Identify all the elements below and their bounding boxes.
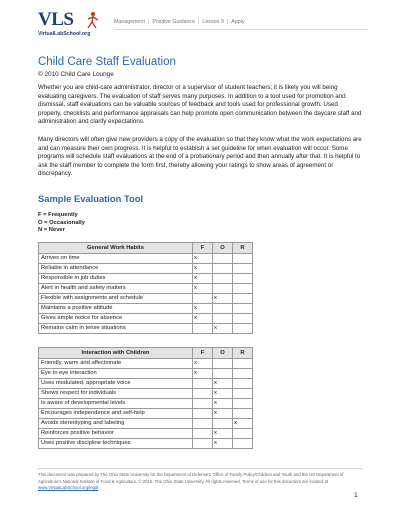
rating-o-cell[interactable]: x (213, 389, 233, 399)
rating-r-cell[interactable] (233, 324, 253, 334)
table-row (39, 274, 253, 284)
column-header: O (213, 243, 233, 254)
legend-item: N = Never (38, 227, 65, 234)
table-row (39, 284, 253, 294)
criterion-cell: Gives ample notice for absence (39, 314, 193, 324)
legal-link[interactable]: www.VirtualLabSchool.org/legal (38, 485, 99, 490)
table-row (39, 439, 253, 449)
rating-f-cell[interactable] (193, 429, 213, 439)
rating-f-cell[interactable]: x (193, 359, 213, 369)
interaction-table (38, 347, 253, 449)
rating-r-cell[interactable]: x (233, 419, 253, 429)
table-row (39, 399, 253, 409)
rating-r-cell[interactable] (233, 359, 253, 369)
table-row (39, 294, 253, 304)
criterion-cell: Responsible in job duties (39, 274, 193, 284)
footer-note (38, 472, 362, 492)
breadcrumb-separator: | (198, 19, 200, 25)
criterion-cell: Remains calm in tense situations (39, 324, 193, 334)
rating-f-cell[interactable] (193, 409, 213, 419)
table-row (39, 409, 253, 419)
rating-r-cell[interactable] (233, 409, 253, 419)
column-header: O (213, 348, 233, 359)
table-row (39, 389, 253, 399)
criterion-cell: Uses modulated, appropriate voice (39, 379, 193, 389)
rating-r-cell[interactable] (233, 294, 253, 304)
table-row (39, 324, 253, 334)
breadcrumb-separator: | (147, 19, 150, 25)
criterion-cell: Encourages independence and self-help (39, 409, 193, 419)
rating-r-cell[interactable] (233, 254, 253, 264)
rating-f-cell[interactable] (193, 324, 213, 334)
logo-figure-icon (82, 11, 100, 29)
rating-f-cell[interactable]: x (193, 304, 213, 314)
rating-f-cell[interactable] (193, 389, 213, 399)
rating-f-cell[interactable] (193, 419, 213, 429)
table-row (39, 359, 253, 369)
rating-f-cell[interactable] (193, 294, 213, 304)
logo-subtext: VirtualLabSchool.org (38, 31, 91, 37)
page-header (38, 10, 368, 40)
criterion-cell: Is aware of developmental levels (39, 399, 193, 409)
rating-f-cell[interactable] (193, 439, 213, 449)
logo-text: VLS (38, 9, 74, 30)
rating-o-cell[interactable]: x (213, 294, 233, 304)
rating-r-cell[interactable] (233, 274, 253, 284)
criterion-cell: Flexible with assignments and schedule (39, 294, 193, 304)
rating-f-cell[interactable]: x (193, 314, 213, 324)
rating-o-cell[interactable]: x (213, 439, 233, 449)
header-divider (114, 29, 368, 30)
rating-r-cell[interactable] (233, 369, 253, 379)
copyright-line: © 2010 Child Care Lounge (38, 71, 114, 78)
criterion-cell: Arrives on time (39, 254, 193, 264)
rating-f-cell[interactable]: x (193, 274, 213, 284)
rating-o-cell[interactable] (213, 254, 233, 264)
criterion-cell: Reinforces positive behavior (39, 429, 193, 439)
rating-r-cell[interactable] (233, 304, 253, 314)
rating-o-cell[interactable]: x (213, 379, 233, 389)
rating-o-cell[interactable] (213, 369, 233, 379)
column-header: F (193, 243, 213, 254)
table-row (39, 429, 253, 439)
rating-o-cell[interactable] (213, 314, 233, 324)
rating-r-cell[interactable] (233, 429, 253, 439)
rating-o-cell[interactable] (213, 284, 233, 294)
column-header: R (233, 243, 253, 254)
rating-o-cell[interactable] (213, 264, 233, 274)
rating-r-cell[interactable] (233, 379, 253, 389)
vls-logo (38, 10, 106, 40)
column-header: General Work Habits (39, 243, 193, 254)
table-row (39, 304, 253, 314)
rating-o-cell[interactable]: x (213, 409, 233, 419)
criterion-cell: Shows respect for individuals (39, 389, 193, 399)
criterion-cell: Reliable in attendance (39, 264, 193, 274)
breadcrumb-item[interactable]: Apply (231, 19, 245, 25)
rating-f-cell[interactable]: x (193, 254, 213, 264)
rating-r-cell[interactable] (233, 389, 253, 399)
rating-f-cell[interactable] (193, 399, 213, 409)
work-habits-table (38, 242, 253, 334)
table-header-row (39, 348, 253, 359)
legend-item: F = Frequently (38, 212, 78, 218)
breadcrumb-item[interactable]: Lesson 9 (202, 19, 224, 25)
rating-f-cell[interactable]: x (193, 284, 213, 294)
rating-r-cell[interactable] (233, 399, 253, 409)
rating-o-cell[interactable]: x (213, 399, 233, 409)
rating-o-cell[interactable] (213, 274, 233, 284)
column-header: R (233, 348, 253, 359)
table-row (39, 254, 253, 264)
legend-item: O = Occasionally (38, 219, 85, 226)
breadcrumb (114, 18, 245, 26)
breadcrumb-separator: | (226, 19, 229, 25)
table-header-row (39, 243, 253, 254)
table-row (39, 369, 253, 379)
rating-f-cell[interactable]: x (193, 264, 213, 274)
criterion-cell: Maintains a positive attitude (39, 304, 193, 314)
table-row (39, 264, 253, 274)
footer-divider (38, 468, 362, 469)
table-row (39, 419, 253, 429)
rating-r-cell[interactable] (233, 314, 253, 324)
rating-o-cell[interactable]: x (213, 429, 233, 439)
section-title: Sample Evaluation Tool (38, 193, 144, 204)
criterion-cell: Avoids stereotyping and labeling (39, 419, 193, 429)
breadcrumb-item[interactable]: Management (114, 19, 145, 25)
rating-o-cell[interactable] (213, 304, 233, 314)
rating-f-cell[interactable] (193, 379, 213, 389)
rating-o-cell[interactable] (213, 419, 233, 429)
criterion-cell: Eye to eye interaction (39, 369, 193, 379)
rating-r-cell[interactable] (233, 264, 253, 274)
rating-f-cell[interactable]: x (193, 369, 213, 379)
column-header: Interaction with Children (39, 348, 193, 359)
rating-r-cell[interactable] (233, 284, 253, 294)
intro-paragraph: Whether you are child-care administrator, director or a supervisor of student teachers; it is likely you will being evaluating caregivers. The evaluation of staff serves many purposes. In addition to a tool used for promotion and dismissal, staff evaluations can be valuable sources of feedback and tools used for professional growth. Used properly, checklists and performance appraisals can help promote open communication between the daycare staff and administration and clarify expectations. (38, 84, 362, 126)
criterion-cell: Uses positive discipline techniques (39, 439, 193, 449)
rating-legend (38, 212, 85, 235)
criterion-cell: Alert in health and safety matters (39, 284, 193, 294)
criterion-cell: Friendly, warm and affectionate (39, 359, 193, 369)
page-title: Child Care Staff Evaluation (38, 56, 176, 68)
column-header: F (193, 348, 213, 359)
table-row (39, 314, 253, 324)
rating-r-cell[interactable] (233, 439, 253, 449)
table-row (39, 379, 253, 389)
footer-text: This document was prepared by The Ohio State University for the Department of Defense's Office of Family Policy/Children and Youth and the US Department of Agriculture's National Institute of Food & Agriculture. © 2016. The Ohio State University. All rights reserved. Terms of use for this document are located at (38, 472, 344, 484)
guidance-paragraph: Many directors will often give new providers a copy of the evaluation so that they know what the work expectations are and can measure their own progress. It is helpful to establish a set guideline for when evaluation will occur. Some programs will schedule staff evaluations at the end of a probationary period and then annually after that. It is helpful to ask the staff member to complete the form first, thereby allowing your ratings to show areas of agreement or discrepancy. (38, 136, 362, 178)
breadcrumb-item[interactable]: Positive Guidance (152, 19, 196, 25)
page-number: 1 (354, 492, 358, 499)
rating-o-cell[interactable]: x (213, 324, 233, 334)
rating-o-cell[interactable] (213, 359, 233, 369)
